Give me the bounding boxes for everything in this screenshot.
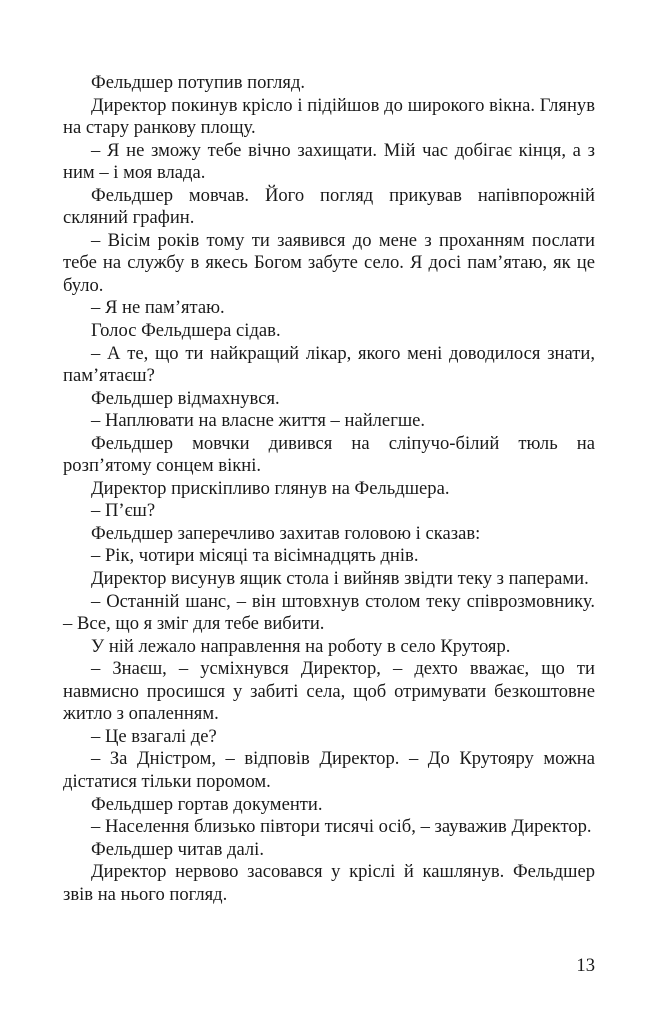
- paragraph: – Вісім років тому ти заявився до мене з проханням послати тебе на службу в якесь Богом забуте село. Я досі пам’ятаю, як це було.: [63, 229, 595, 296]
- paragraph: – Я не зможу тебе вічно захищати. Мій час добігає кінця, а з ним – і моя влада.: [63, 139, 595, 184]
- body-text: [63, 72, 595, 906]
- paragraph: Фельдшер потупив погляд.: [91, 72, 306, 93]
- paragraph: – Знаєш, – усміхнувся Директор, – дехто вважає, що ти навмисно просишся у забиті села, щоб отримувати безкоштовне житло з опаленням.: [63, 658, 595, 725]
- paragraph: – За Дністром, – відповів Директор. – До Крутояру можна дістатися тільки поромом.: [63, 748, 595, 792]
- paragraph: Директор прискіпливо глянув на Фельдшера.: [91, 477, 450, 499]
- paragraph: – Рік, чотири місяці та вісімнадцять днів.: [91, 545, 419, 567]
- paragraph: Фельдшер відмахнувся.: [91, 387, 280, 409]
- paragraph: – П’єш?: [91, 500, 156, 522]
- paragraph: Директор нервово засовався у кріслі й кашлянув. Фельдшер звів на нього погляд.: [63, 861, 595, 905]
- paragraph: Фельдшер мовчав. Його погляд прикував напівпорожній скляний графин.: [63, 184, 595, 229]
- paragraph: – Це взагалі де?: [91, 725, 217, 747]
- paragraph: Фельдшер заперечливо захитав головою і сказав:: [91, 522, 481, 544]
- paragraph: У ній лежало направлення на роботу в село Крутояр.: [91, 635, 511, 657]
- paragraph: – А те, що ти найкращий лікар, якого мені доводилося знати, пам’ятаєш?: [63, 342, 595, 387]
- paragraph: – Останній шанс, – він штовхнув столом теку співрозмовнику. – Все, що я зміг для тебе вибити.: [63, 590, 595, 635]
- paragraph: Фельдшер читав далі.: [91, 838, 264, 860]
- paragraph: – Населення близько півтори тисячі осіб, – зауважив Директор.: [91, 816, 592, 838]
- paragraph: – Я не пам’ятаю.: [91, 297, 225, 319]
- paragraph: Директор покинув крісло і підійшов до широкого вікна. Глянув на стару ранкову площу.: [63, 94, 595, 139]
- paragraph: Директор висунув ящик стола і вийняв звідти теку з паперами.: [91, 568, 589, 590]
- paragraph: Фельдшер гортав документи.: [91, 793, 323, 815]
- paragraph: Голос Фельдшера сідав.: [91, 320, 281, 342]
- page-number: 13: [576, 955, 595, 976]
- paragraph: – Наплювати на власне життя – найлегше.: [91, 410, 426, 432]
- paragraph: Фельдшер мовчки дивився на сліпучо-білий тюль на розп’ятому сонцем вікні.: [63, 432, 595, 477]
